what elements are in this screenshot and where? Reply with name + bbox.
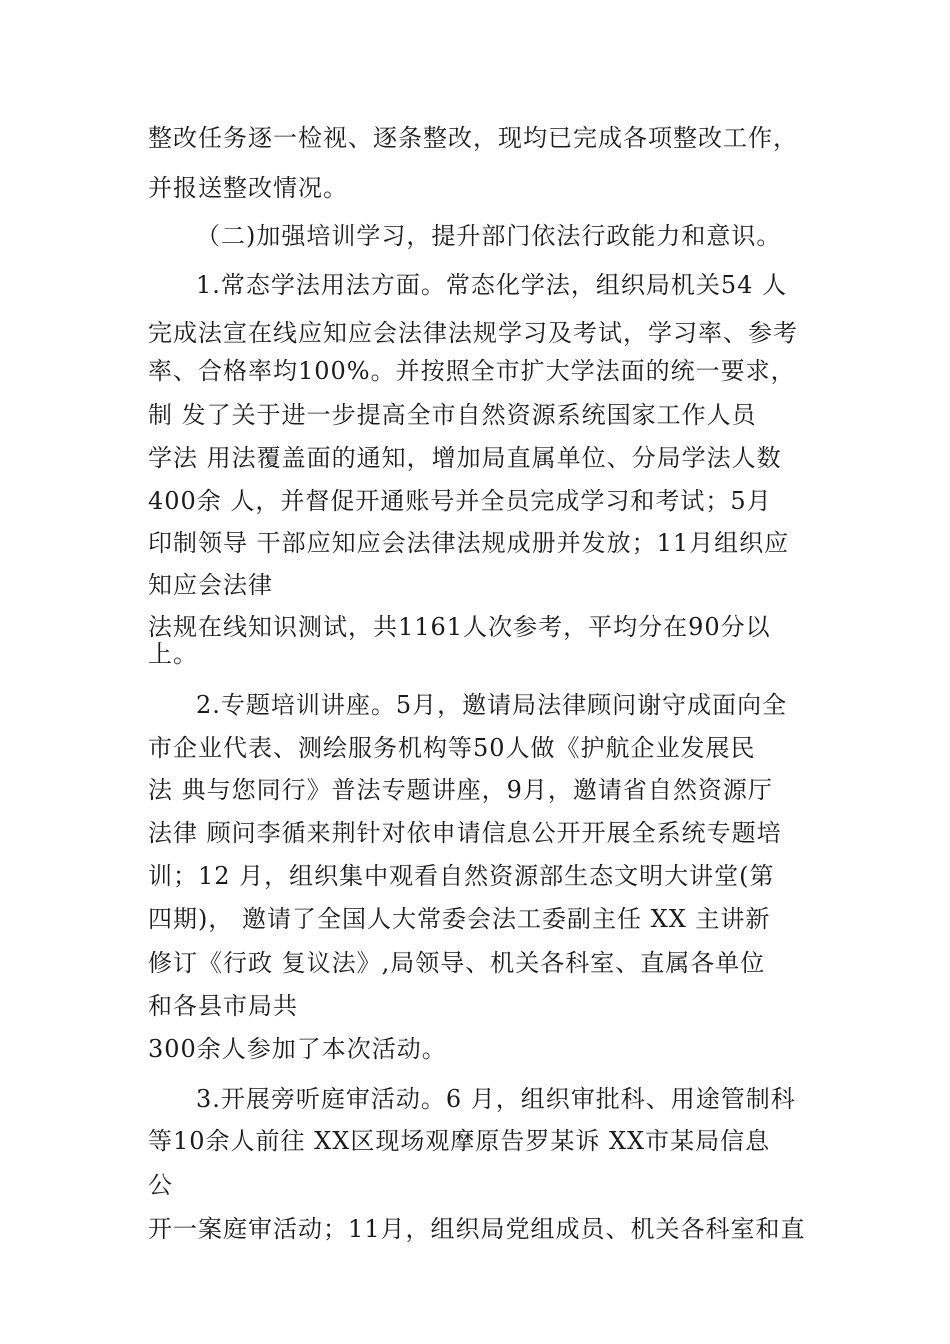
text-line: 修订《行政 复议法》,局领导、机关各科室、直属各单位 [148, 949, 766, 977]
text-line: 并报送整改情况。 [148, 174, 348, 202]
text-line: 和各县市局共 [148, 992, 298, 1020]
text-line: 知应会法律 [148, 571, 273, 599]
text-line: 400余 人，并督促开通账号并全员完成学习和考试；5月 [148, 487, 772, 515]
section-heading: （二)加强培训学习，提升部门依法行政能力和意识。 [196, 222, 782, 250]
paragraph-start: 2.专题培训讲座。5月，邀请局法律顾问谢守成面向全 [196, 691, 788, 719]
paragraph-start: 1.常态学法用法方面。常态化学法，组织局机关54 人 [196, 271, 788, 299]
text-line: 率、合格率均100%。并按照全市扩大学法面的统一要求， [148, 357, 796, 385]
text-line: 训；12 月，组织集中观看自然资源部生态文明大讲堂(第 [148, 862, 775, 890]
text-line: 整改任务逐一检视、逐条整改，现均已完成各项整改工作， [148, 124, 798, 152]
text-line: 上。 [148, 640, 198, 668]
text-line: 市企业代表、测绘服务机构等50人做《护航企业发展民 [148, 734, 756, 762]
text-line: 法律 顾问李循来荆针对依申请信息公开开展全系统专题培 [148, 819, 782, 847]
text-line: 法 典与您同行》普法专题讲座，9月，邀请省自然资源厅 [148, 776, 773, 804]
paragraph-start: 3.开展旁听庭审活动。6 月，组织审批科、用途管制科 [196, 1085, 796, 1113]
text-line: 学法 用法覆盖面的通知，增加局直属单位、分局学法人数 [148, 444, 782, 472]
text-line: 制 发了关于进一步提高全市自然资源系统国家工作人员 [148, 401, 757, 429]
text-line: 完成法宣在线应知应会法律法规学习及考试，学习率、参考 [148, 319, 798, 347]
text-line: 300余人参加了本次活动。 [148, 1035, 447, 1063]
text-line: 印制领导 干部应知应会法律法规成册并发放；11月组织应 [148, 529, 790, 557]
text-line: 四期)， 邀请了全国人大常委会法工委副主任 XX 主讲新 [148, 905, 771, 933]
text-line: 等10余人前往 XX区现场观摩原告罗某诉 XX市某局信息 [148, 1127, 771, 1155]
text-line: 开一案庭审活动；11月，组织局党组成员、机关各科室和直 [148, 1215, 806, 1243]
text-line: 公 [148, 1171, 173, 1199]
text-line: 法规在线知识测试，共1161人次参考，平均分在90分以 [148, 613, 771, 641]
